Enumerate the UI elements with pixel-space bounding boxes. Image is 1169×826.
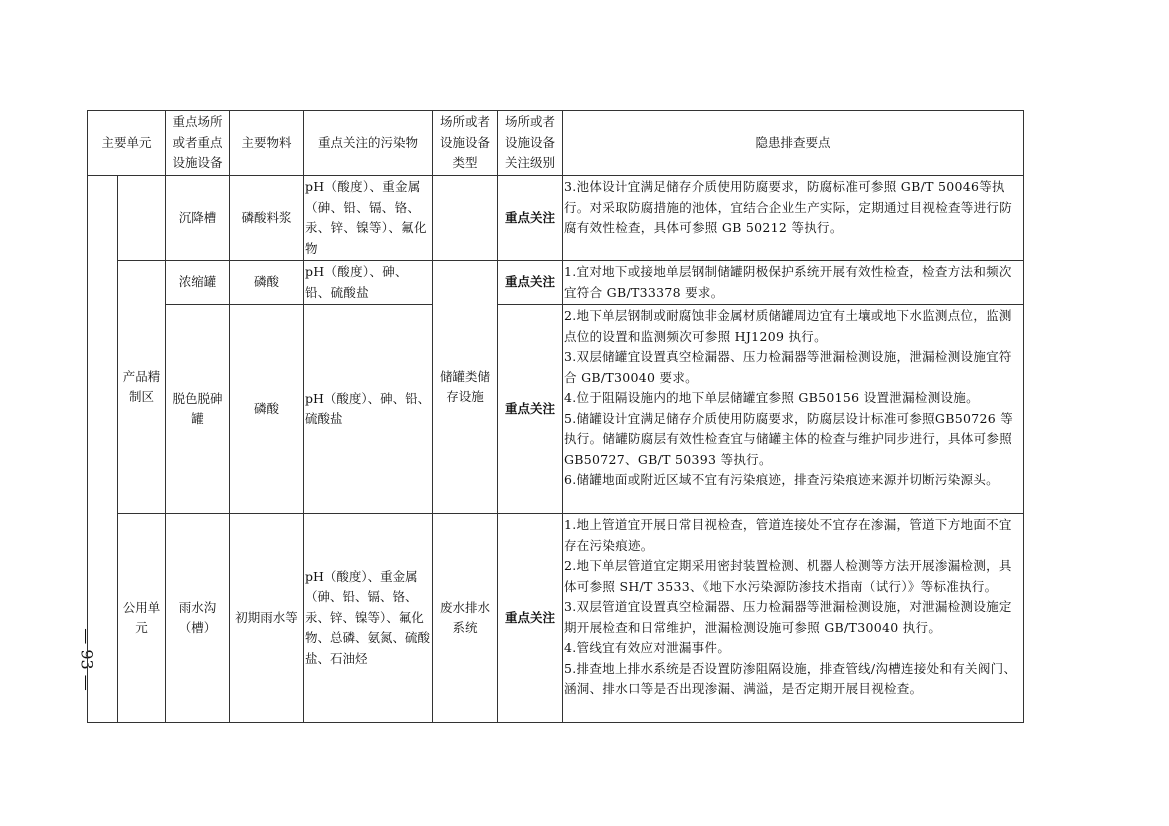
page-number: — 93 —: [77, 628, 97, 691]
point-item: 3.池体设计宜满足储存介质使用防腐要求，防腐标准可参照 GB/T 50046等执行。对采取防腐措施的池体，宜结合企业生产实际，定期通过目视检查等进行防腐有效性检查，具体可参照 GB 50212 等执行。: [564, 179, 1013, 235]
facility-cell: 沉降槽: [166, 176, 230, 261]
material-cell: 初期雨水等: [230, 514, 304, 723]
level-cell: 重点关注: [498, 261, 563, 305]
point-item: 1.宜对地下或接地单层钢制储罐阴极保护系统开展有效性检查，检查方法和频次宜符合 GB/T33378 要求。: [564, 264, 1012, 300]
level-cell: 重点关注: [498, 514, 563, 723]
unit-cell: 产品精制区: [118, 261, 166, 514]
points-cell: [563, 305, 1024, 514]
header-material: 主要物料: [230, 111, 304, 176]
type-cell: 储罐类储存设施: [433, 261, 498, 514]
material-cell: 磷酸: [230, 261, 304, 305]
points-cell: [563, 261, 1024, 305]
header-row: [88, 111, 1024, 176]
table-row: [88, 514, 1024, 723]
point-item: 1.地上管道宜开展日常目视检查，管道连接处不宜存在渗漏，管道下方地面不宜存在污染痕迹。: [564, 517, 1012, 553]
unit-cell: 公用单元: [118, 514, 166, 723]
table-row: [88, 305, 1024, 514]
header-pollutants: 重点关注的污染物: [304, 111, 433, 176]
hazard-inspection-table: [87, 110, 1024, 723]
facility-cell: 雨水沟（槽）: [166, 514, 230, 723]
table-row: [88, 176, 1024, 261]
points-cell: [563, 176, 1024, 261]
point-item: 3.双层储罐宜设置真空检漏器、压力检漏器等泄漏检测设施，泄漏检测设施宜符合 GB/T30040 要求。: [564, 349, 1012, 385]
point-item: 5.储罐设计宜满足储存介质使用防腐要求，防腐层设计标准可参照GB50726 等执行。储罐防腐层有效性检查宜与储罐主体的检查与维护同步进行，具体可参照 GB50727、GB/T 50393 等执行。: [564, 410, 1014, 467]
point-item: 2.地下单层管道宜定期采用密封装置检测、机器人检测等方法开展渗漏检测，具体可参照 SH/T 3533、《地下水污染源防渗技术指南（试行）》等标准执行。: [564, 558, 1012, 594]
point-item: 2.地下单层钢制或耐腐蚀非金属材质储罐周边宜有土壤或地下水监测点位，监测点位的设置和监测频次可参照 HJ1209 执行。: [564, 308, 1012, 344]
header-unit: 主要单元: [88, 111, 166, 176]
material-cell: 磷酸: [230, 305, 304, 514]
level-cell: 重点关注: [498, 176, 563, 261]
pollutants-cell: pH（酸度）、砷、铅、硫酸盐: [304, 261, 433, 305]
table-row: [88, 261, 1024, 305]
outer-unit-cell: [88, 176, 118, 723]
points-cell: [563, 514, 1024, 723]
header-facility: 重点场所或者重点设施设备: [166, 111, 230, 176]
pollutants-cell: pH（酸度）、重金属（砷、铅、镉、铬、汞、锌、镍等）、氟化物: [304, 176, 433, 261]
material-cell: 磷酸料浆: [230, 176, 304, 261]
header-level: 场所或者设施设备关注级别: [498, 111, 563, 176]
pollutants-cell: pH（酸度）、重金属（砷、铅、镉、铬、汞、锌、镍等）、氟化物、总磷、氨氮、硫酸盐、石油烃: [304, 514, 433, 723]
facility-cell: 脱色脱砷罐: [166, 305, 230, 514]
type-cell: 废水排水系统: [433, 514, 498, 723]
point-item: 4.位于阻隔设施内的地下单层储罐宜参照 GB50156 设置泄漏检测设施。: [564, 390, 979, 405]
pollutants-cell: pH（酸度）、砷、铅、硫酸盐: [304, 305, 433, 514]
level-cell: 重点关注: [498, 305, 563, 514]
unit-cell: [118, 176, 166, 261]
header-points: 隐患排查要点: [563, 111, 1024, 176]
point-item: 6.储罐地面或附近区域不宜有污染痕迹，排查污染痕迹来源并切断污染源头。: [564, 472, 999, 487]
point-item: 4.管线宜有效应对泄漏事件。: [564, 640, 731, 655]
point-item: 5.排查地上排水系统是否设置防渗阻隔设施，排查管线/沟槽连接处和有关阀门、涵洞、排水口等是否出现渗漏、满溢，是否定期开展目视检查。: [564, 660, 1017, 696]
point-item: 3.双层管道宜设置真空检漏器、压力检漏器等泄漏检测设施，对泄漏检测设施定期开展检查和日常维护，泄漏检测设施可参照 GB/T30040 执行。: [564, 599, 1012, 635]
type-cell: [433, 176, 498, 261]
facility-cell: 浓缩罐: [166, 261, 230, 305]
header-type: 场所或者设施设备类型: [433, 111, 498, 176]
